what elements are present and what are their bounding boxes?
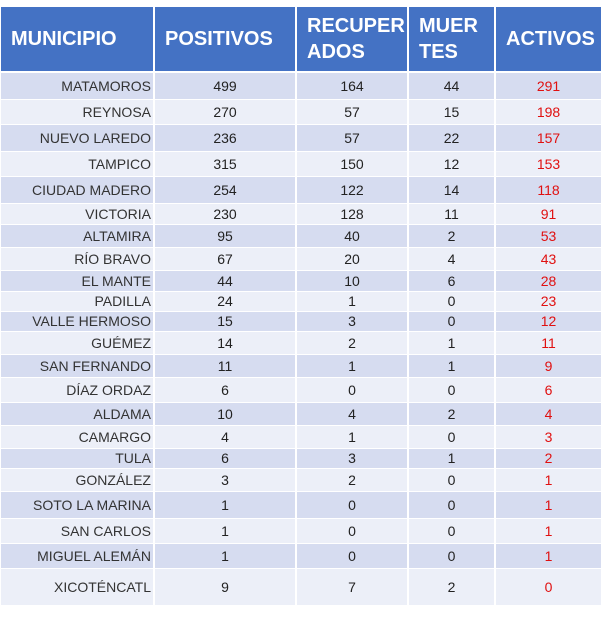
cell-municipio: NUEVO LAREDO [1,124,154,151]
cell-recuperados: 3 [296,311,408,331]
table-row [1,491,601,518]
header-muertes: MUER TES [408,7,495,72]
municipality-table [1,7,601,606]
cell-muertes: 14 [408,176,495,203]
cell-municipio: CIUDAD MADERO [1,176,154,203]
cell-activos: 53 [495,224,601,247]
cell-activos: 198 [495,99,601,124]
table-row [1,518,601,543]
cell-muertes: 44 [408,72,495,99]
table-row [1,354,601,377]
cell-recuperados: 164 [296,72,408,99]
table-row [1,311,601,331]
table-row [1,377,601,402]
cell-recuperados: 122 [296,176,408,203]
cell-activos: 291 [495,72,601,99]
cell-municipio: CAMARGO [1,425,154,448]
cell-positivos: 15 [154,311,296,331]
cell-municipio: ALDAMA [1,402,154,425]
cell-activos: 0 [495,568,601,605]
cell-recuperados: 2 [296,468,408,491]
table-row [1,448,601,468]
cell-recuperados: 10 [296,270,408,291]
cell-positivos: 67 [154,247,296,270]
cell-activos: 91 [495,203,601,224]
cell-municipio: REYNOSA [1,99,154,124]
cell-recuperados: 57 [296,99,408,124]
cell-muertes: 2 [408,402,495,425]
table-row [1,176,601,203]
cell-activos: 3 [495,425,601,448]
cell-municipio: SAN FERNANDO [1,354,154,377]
cell-recuperados: 150 [296,151,408,176]
cell-positivos: 95 [154,224,296,247]
table-row [1,99,601,124]
cell-positivos: 254 [154,176,296,203]
cell-municipio: VALLE HERMOSO [1,311,154,331]
cell-municipio: EL MANTE [1,270,154,291]
cell-recuperados: 20 [296,247,408,270]
cell-recuperados: 57 [296,124,408,151]
cell-muertes: 22 [408,124,495,151]
cell-recuperados: 1 [296,425,408,448]
cell-activos: 23 [495,291,601,311]
cell-positivos: 44 [154,270,296,291]
cell-activos: 118 [495,176,601,203]
cell-recuperados: 1 [296,354,408,377]
header-activos: ACTIVOS [495,7,601,72]
cell-municipio: MIGUEL ALEMÁN [1,543,154,568]
cell-municipio: TAMPICO [1,151,154,176]
cell-recuperados: 40 [296,224,408,247]
cell-recuperados: 0 [296,518,408,543]
table-row [1,124,601,151]
cell-positivos: 6 [154,448,296,468]
cell-recuperados: 0 [296,491,408,518]
cell-activos: 9 [495,354,601,377]
table-row [1,224,601,247]
table-row [1,151,601,176]
table-row [1,247,601,270]
cell-municipio: GONZÁLEZ [1,468,154,491]
cell-muertes: 0 [408,468,495,491]
cell-recuperados: 4 [296,402,408,425]
table-row [1,270,601,291]
cell-muertes: 0 [408,291,495,311]
table-row [1,543,601,568]
cell-positivos: 1 [154,543,296,568]
cell-positivos: 315 [154,151,296,176]
cell-municipio: VICTORIA [1,203,154,224]
cell-positivos: 230 [154,203,296,224]
cell-activos: 1 [495,543,601,568]
header-positivos: POSITIVOS [154,7,296,72]
cell-activos: 6 [495,377,601,402]
cell-activos: 11 [495,331,601,354]
table-row [1,568,601,605]
cell-positivos: 1 [154,518,296,543]
cell-positivos: 9 [154,568,296,605]
cell-muertes: 0 [408,311,495,331]
cell-muertes: 0 [408,518,495,543]
cell-municipio: RÍO BRAVO [1,247,154,270]
table-row [1,331,601,354]
table-row [1,402,601,425]
cell-recuperados: 128 [296,203,408,224]
cell-activos: 1 [495,491,601,518]
cell-municipio: GUÉMEZ [1,331,154,354]
cell-muertes: 1 [408,354,495,377]
cell-positivos: 3 [154,468,296,491]
cell-recuperados: 1 [296,291,408,311]
table-row [1,72,601,99]
header-municipio: MUNICIPIO [1,7,154,72]
cell-activos: 2 [495,448,601,468]
cell-positivos: 4 [154,425,296,448]
cell-activos: 1 [495,468,601,491]
cell-positivos: 236 [154,124,296,151]
table-row [1,425,601,448]
cell-muertes: 4 [408,247,495,270]
cell-activos: 1 [495,518,601,543]
cell-municipio: TULA [1,448,154,468]
cell-positivos: 1 [154,491,296,518]
cell-activos: 157 [495,124,601,151]
header-row [1,7,601,72]
cell-positivos: 499 [154,72,296,99]
table-row [1,291,601,311]
table-body [1,72,601,605]
cell-activos: 153 [495,151,601,176]
cell-muertes: 0 [408,377,495,402]
cell-recuperados: 0 [296,543,408,568]
cell-muertes: 0 [408,425,495,448]
cell-activos: 4 [495,402,601,425]
cell-recuperados: 0 [296,377,408,402]
cell-municipio: ALTAMIRA [1,224,154,247]
cell-municipio: PADILLA [1,291,154,311]
cell-recuperados: 2 [296,331,408,354]
cell-muertes: 6 [408,270,495,291]
cell-municipio: SOTO LA MARINA [1,491,154,518]
cell-muertes: 1 [408,448,495,468]
cell-muertes: 12 [408,151,495,176]
cell-municipio: XICOTÉNCATL [1,568,154,605]
cell-municipio: DÍAZ ORDAZ [1,377,154,402]
cell-muertes: 2 [408,568,495,605]
table-row [1,468,601,491]
header-recuperados: RECUPER ADOS [296,7,408,72]
cell-positivos: 11 [154,354,296,377]
cell-positivos: 14 [154,331,296,354]
cell-muertes: 1 [408,331,495,354]
cell-muertes: 11 [408,203,495,224]
cell-activos: 28 [495,270,601,291]
cell-positivos: 10 [154,402,296,425]
cell-positivos: 270 [154,99,296,124]
cell-activos: 43 [495,247,601,270]
cell-muertes: 0 [408,491,495,518]
cell-positivos: 6 [154,377,296,402]
cell-muertes: 15 [408,99,495,124]
cell-muertes: 0 [408,543,495,568]
cell-recuperados: 3 [296,448,408,468]
cell-muertes: 2 [408,224,495,247]
cell-activos: 12 [495,311,601,331]
cell-municipio: MATAMOROS [1,72,154,99]
cell-recuperados: 7 [296,568,408,605]
cell-municipio: SAN CARLOS [1,518,154,543]
table-row [1,203,601,224]
cell-positivos: 24 [154,291,296,311]
